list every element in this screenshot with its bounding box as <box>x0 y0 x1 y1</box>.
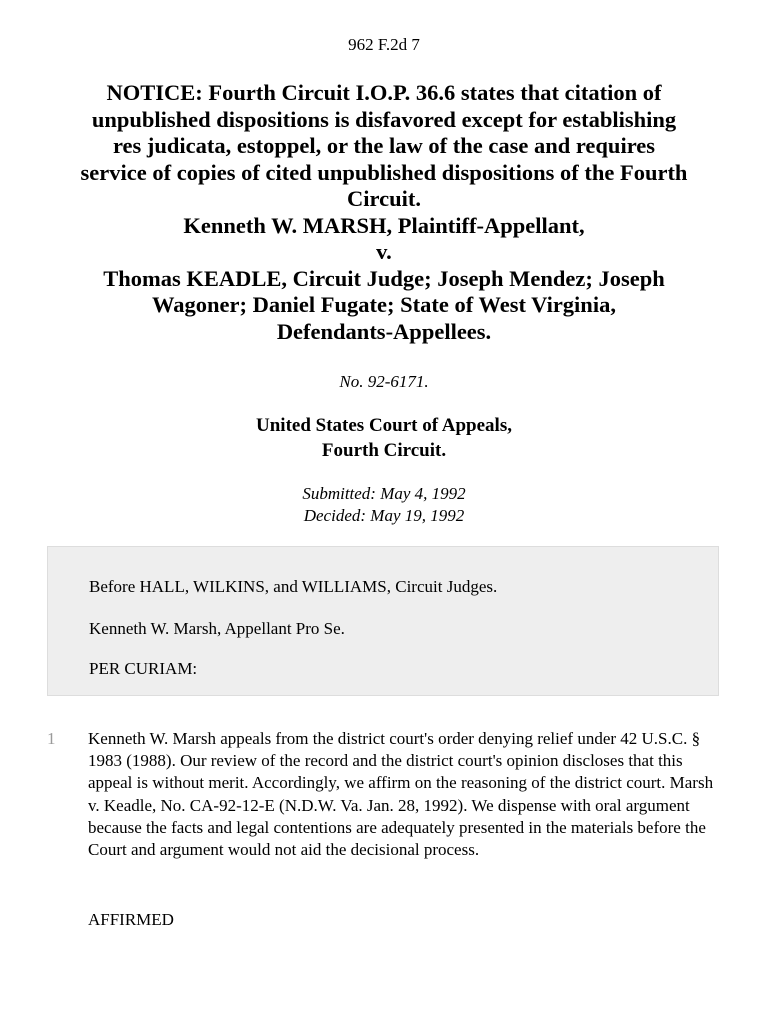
submitted-date: Submitted: May 4, 1992 <box>302 484 466 503</box>
counsel-line: Kenneth W. Marsh, Appellant Pro Se. <box>89 619 345 638</box>
docket-number: No. 92-6171. <box>339 372 429 391</box>
defendants-line: Thomas KEADLE, Circuit Judge; Joseph Mendez; Joseph <box>103 265 665 291</box>
defendants-line: Wagoner; Daniel Fugate; State of West Virginia, <box>152 292 616 317</box>
disposition: AFFIRMED <box>88 910 174 929</box>
court-name-line: United States Court of Appeals, <box>256 415 512 436</box>
notice-line: Circuit. <box>347 186 421 211</box>
court-name <box>0 413 768 463</box>
plaintiff-party: Kenneth W. MARSH, Plaintiff-Appellant, <box>183 212 585 238</box>
case-citation: 962 F.2d 7 <box>348 35 420 54</box>
opinion-author: PER CURIAM: <box>89 659 198 678</box>
case-caption <box>40 80 728 345</box>
notice-line: res judicata, estoppel, or the law of the case and requires <box>112 133 656 158</box>
notice-line: NOTICE: Fourth Circuit I.O.P. 36.6 states that citation of <box>106 80 662 105</box>
defendants-line: Defendants-Appellees. <box>276 318 492 344</box>
paragraph-number: 1 <box>47 729 56 748</box>
court-circuit-line: Fourth Circuit. <box>321 440 447 461</box>
versus-label: v. <box>376 239 392 264</box>
notice-line: service of copies of cited unpublished dispositions of the Fourth <box>80 159 688 185</box>
panel-judges: Before HALL, WILKINS, and WILLIAMS, Circuit Judges. <box>89 577 498 596</box>
notice-line: unpublished dispositions is disfavored except for establishing <box>91 106 677 132</box>
decided-date: Decided: May 19, 1992 <box>303 506 465 525</box>
case-dates <box>0 483 768 527</box>
preliminary-info-box <box>47 546 719 696</box>
opinion-paragraph: Kenneth W. Marsh appeals from the district court's order denying relief under 42 U.S.C. § 1983 (1988). Our review of the record and the district court's opinion discloses that this appeal is without merit. Accordingly, we affirm on the reasoning of the district court. Marsh v. Keadle, No. CA-92-12-E (N.D.W. Va. Jan. 28, 1992). We dispense with oral argument because the facts and legal contentions are adequately presented in the materials before the Court and argument would not aid the decisional process. <box>88 729 714 860</box>
